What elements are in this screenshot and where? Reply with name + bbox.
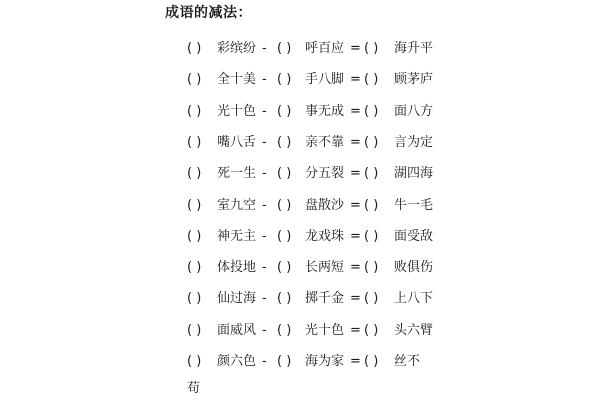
blank-2: ( ): [277, 228, 292, 244]
minus-sign: -: [262, 228, 267, 244]
equals-sign: =: [350, 291, 361, 307]
blank-1: ( ): [187, 72, 202, 88]
idiom-part-2: 掷千金: [305, 291, 345, 307]
idiom-part-3: 头六臂: [394, 322, 434, 338]
equals-sign: =: [350, 197, 361, 213]
blank-1: ( ): [187, 228, 202, 244]
idiom-part-3: 海升平: [394, 41, 434, 56]
idiom-part-1: 室九空: [217, 197, 257, 213]
idiom-part-2: 海为家: [305, 354, 345, 369]
blank-2: ( ): [277, 72, 292, 88]
blank-2: ( ): [277, 322, 292, 338]
idiom-part-3: 顾茅庐: [394, 72, 434, 88]
blank-3: ( ): [364, 166, 379, 182]
blank-3: ( ): [364, 41, 379, 56]
idiom-part-3: 丝不: [394, 354, 421, 369]
idiom-part-1: 全十美: [217, 72, 257, 88]
blank-3: ( ): [364, 134, 379, 150]
equals-sign: =: [350, 166, 361, 182]
idiom-part-2: 分五裂: [305, 166, 345, 182]
equals-sign: =: [350, 322, 361, 338]
blank-1: ( ): [187, 197, 202, 213]
exercise-row: [187, 228, 447, 246]
blank-3: ( ): [364, 322, 379, 338]
idiom-part-2: 光十色: [305, 322, 345, 338]
blank-3: ( ): [364, 197, 379, 213]
idiom-part-2: 呼百应: [305, 41, 345, 56]
idiom-part-2: 盘散沙: [305, 197, 345, 213]
exercise-row: [187, 197, 447, 215]
minus-sign: -: [262, 72, 267, 88]
blank-1: ( ): [187, 291, 202, 307]
minus-sign: -: [262, 166, 267, 182]
exercise-row: [187, 165, 447, 183]
equals-sign: =: [350, 134, 361, 150]
idiom-part-1: 光十色: [217, 103, 257, 119]
equals-sign: =: [350, 41, 361, 56]
blank-2: ( ): [277, 166, 292, 182]
blank-3: ( ): [364, 291, 379, 307]
idiom-part-3: 言为定: [394, 134, 434, 150]
blank-3: ( ): [364, 72, 379, 88]
idiom-part-3: 牛一毛: [394, 197, 434, 213]
equals-sign: =: [350, 228, 361, 244]
minus-sign: -: [262, 260, 267, 276]
exercise-row: [187, 353, 447, 371]
blank-1: ( ): [187, 41, 202, 56]
minus-sign: -: [262, 322, 267, 338]
blank-2: ( ): [277, 354, 292, 369]
blank-2: ( ): [277, 197, 292, 213]
exercise-row: [187, 103, 447, 121]
minus-sign: -: [262, 354, 267, 369]
blank-1: ( ): [187, 166, 202, 182]
exercise-row: [187, 259, 447, 277]
blank-2: ( ): [277, 260, 292, 276]
blank-2: ( ): [277, 134, 292, 150]
idiom-part-1: 体投地: [217, 260, 257, 276]
idiom-part-1: 嘴八舌: [217, 134, 257, 150]
blank-1: ( ): [187, 103, 202, 119]
idiom-part-1: 仙过海: [217, 291, 257, 307]
idiom-part-3: 面八方: [394, 103, 434, 119]
blank-1: ( ): [187, 322, 202, 338]
idiom-part-3: 面受敌: [394, 228, 434, 244]
idiom-part-3: 败俱伤: [394, 260, 434, 276]
blank-3: ( ): [364, 354, 379, 369]
equals-sign: =: [350, 103, 361, 119]
blank-2: ( ): [277, 291, 292, 307]
idiom-part-1: 面威风: [217, 322, 257, 338]
minus-sign: -: [262, 134, 267, 150]
blank-3: ( ): [364, 103, 379, 119]
idiom-part-1: 颜六色: [217, 354, 257, 369]
equals-sign: =: [350, 260, 361, 276]
idiom-part-1: 神无主: [217, 228, 257, 244]
exercise-row: [187, 290, 447, 308]
equals-sign: =: [350, 72, 361, 88]
blank-2: ( ): [277, 103, 292, 119]
idiom-part-2: 手八脚: [305, 72, 345, 88]
blank-1: ( ): [187, 134, 202, 150]
idiom-part-2: 事无成: [305, 103, 345, 119]
blank-3: ( ): [364, 260, 379, 276]
minus-sign: -: [262, 41, 267, 56]
idiom-part-3: 上八下: [394, 291, 434, 307]
blank-2: ( ): [277, 41, 292, 56]
minus-sign: -: [262, 103, 267, 119]
page-title: 成语的减法：: [165, 5, 252, 21]
idiom-part-1: 死一生: [217, 166, 257, 182]
exercise-row: [187, 71, 447, 89]
idiom-part-2: 长两短: [305, 260, 345, 276]
idiom-part-2: 亲不靠: [305, 134, 345, 150]
exercise-row: [187, 40, 447, 58]
idiom-part-3: 湖四海: [394, 166, 434, 182]
minus-sign: -: [262, 291, 267, 307]
idiom-part-2: 龙戏珠: [305, 228, 345, 244]
blank-3: ( ): [364, 228, 379, 244]
exercise-row: [187, 134, 447, 152]
equals-sign: =: [350, 354, 361, 369]
blank-1: ( ): [187, 354, 202, 369]
idiom-part-1: 彩缤纷: [217, 41, 257, 56]
wrapped-text: 苟: [187, 381, 201, 396]
minus-sign: -: [262, 197, 267, 213]
blank-1: ( ): [187, 260, 202, 276]
exercise-row: [187, 322, 447, 340]
